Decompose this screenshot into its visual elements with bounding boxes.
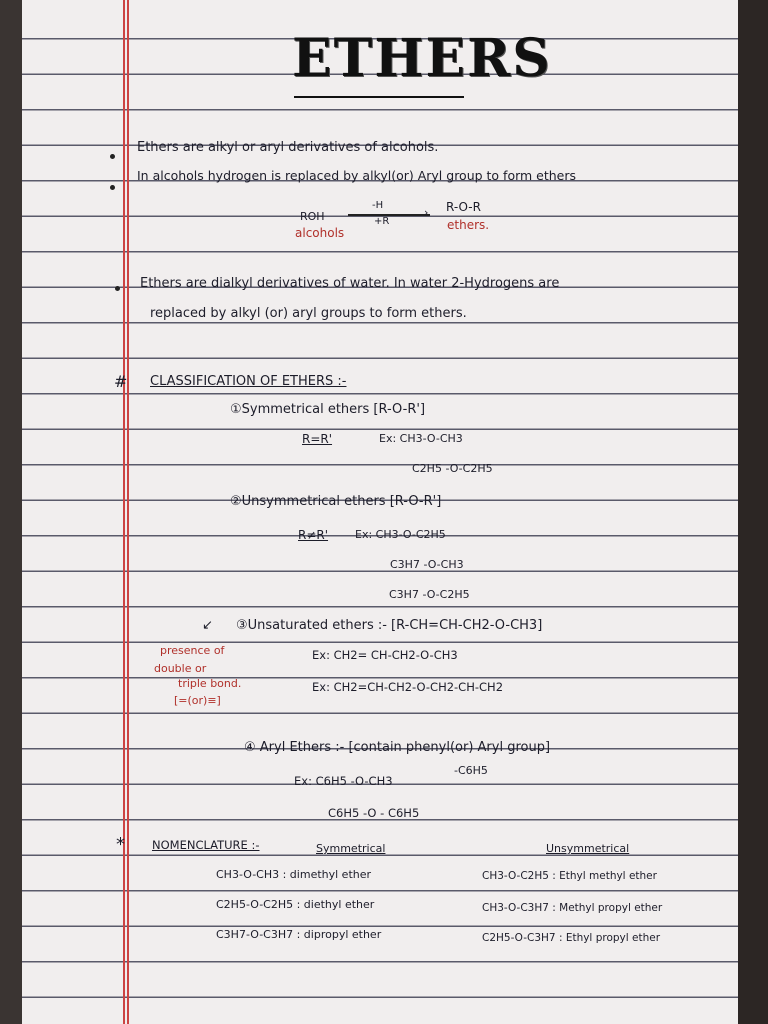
intro-line-3a: Ethers are dialkyl derivatives of water. In water 2-Hydrogens are xyxy=(140,276,560,291)
unsat-note-4: [=(or)≡] xyxy=(174,694,221,707)
page-title: ETHERS xyxy=(292,28,552,89)
margin-line xyxy=(123,0,125,1024)
background-edge xyxy=(736,0,768,1024)
sym-name-1: CH3-O-CH3 : dimethyl ether xyxy=(216,868,372,881)
symmetrical-label: Symmetrical xyxy=(316,842,386,855)
aryl-side-note: -C6H5 xyxy=(454,764,488,777)
aryl-example-1: Ex: C6H5 -O-CH3 xyxy=(294,774,393,788)
unsym-name-1: CH3-O-C2H5 : Ethyl methyl ether xyxy=(482,870,657,882)
intro-line-1: Ethers are alkyl or aryl derivatives of alcohols. xyxy=(137,140,439,155)
sym-title: ①Symmetrical ethers [R-O-R'] xyxy=(230,402,426,417)
bullet-icon xyxy=(115,286,120,291)
sym-condition: R=R' xyxy=(302,432,333,446)
unsym-example-2: C3H7 -O-CH3 xyxy=(390,558,464,571)
unsym-condition: R≠R' xyxy=(298,528,329,542)
intro-line-3b: replaced by alkyl (or) aryl groups to form ethers. xyxy=(150,306,467,321)
bullet-icon xyxy=(110,185,115,190)
unsym-example-3: C3H7 -O-C2H5 xyxy=(389,588,470,601)
unsymmetrical-label: Unsymmetrical xyxy=(546,842,630,855)
bullet-icon xyxy=(110,154,115,159)
reaction-product: R-O-R xyxy=(446,200,481,214)
sym-name-2: C2H5-O-C2H5 : diethyl ether xyxy=(216,898,375,911)
margin-line xyxy=(127,0,129,1024)
unsat-example-2: Ex: CH2=CH-CH2-O-CH2-CH-CH2 xyxy=(312,680,504,694)
unsat-example-1: Ex: CH2= CH-CH2-O-CH3 xyxy=(312,648,458,662)
notebook-page xyxy=(22,0,738,1024)
aryl-example-2: C6H5 -O - C6H5 xyxy=(328,806,420,820)
reaction-below: +R xyxy=(374,216,390,227)
unsym-title: ②Unsymmetrical ethers [R-O-R'] xyxy=(230,494,442,509)
unsat-title: ③Unsaturated ethers :- [R-CH=CH-CH2-O-CH3] xyxy=(236,618,543,633)
unsat-note-3: triple bond. xyxy=(178,677,242,690)
unsym-name-3: C2H5-O-C3H7 : Ethyl propyl ether xyxy=(482,932,661,944)
nomenclature-marker: * xyxy=(116,834,125,855)
sym-example-1: Ex: CH3-O-CH3 xyxy=(379,432,463,445)
aryl-title: ④ Aryl Ethers :- [contain phenyl(or) Aryl group] xyxy=(244,740,551,755)
reaction-reactant-label: alcohols xyxy=(295,226,345,240)
sym-example-2: C2H5 -O-C2H5 xyxy=(412,462,493,475)
unsym-example-1: Ex: CH3-O-C2H5 xyxy=(355,528,446,541)
unsat-note-2: double or xyxy=(154,662,207,675)
reaction-above: -H xyxy=(372,200,384,211)
arrow-left-icon: ↙ xyxy=(202,618,213,633)
unsym-name-2: CH3-O-C3H7 : Methyl propyl ether xyxy=(482,902,663,914)
nomenclature-heading: NOMENCLATURE :- xyxy=(152,838,260,852)
intro-line-2: In alcohols hydrogen is replaced by alkyl(or) Aryl group to form ethers xyxy=(137,168,577,183)
reaction-product-label: ethers. xyxy=(447,218,490,232)
classification-heading: CLASSIFICATION OF ETHERS :- xyxy=(150,374,347,389)
unsat-note-1: presence of xyxy=(160,644,225,657)
section-marker: # xyxy=(114,372,128,391)
reaction-reactant: ROH xyxy=(300,210,325,223)
arrow-head-icon: › xyxy=(424,206,429,219)
title-underline xyxy=(294,96,464,98)
sym-name-3: C3H7-O-C3H7 : dipropyl ether xyxy=(216,928,382,941)
